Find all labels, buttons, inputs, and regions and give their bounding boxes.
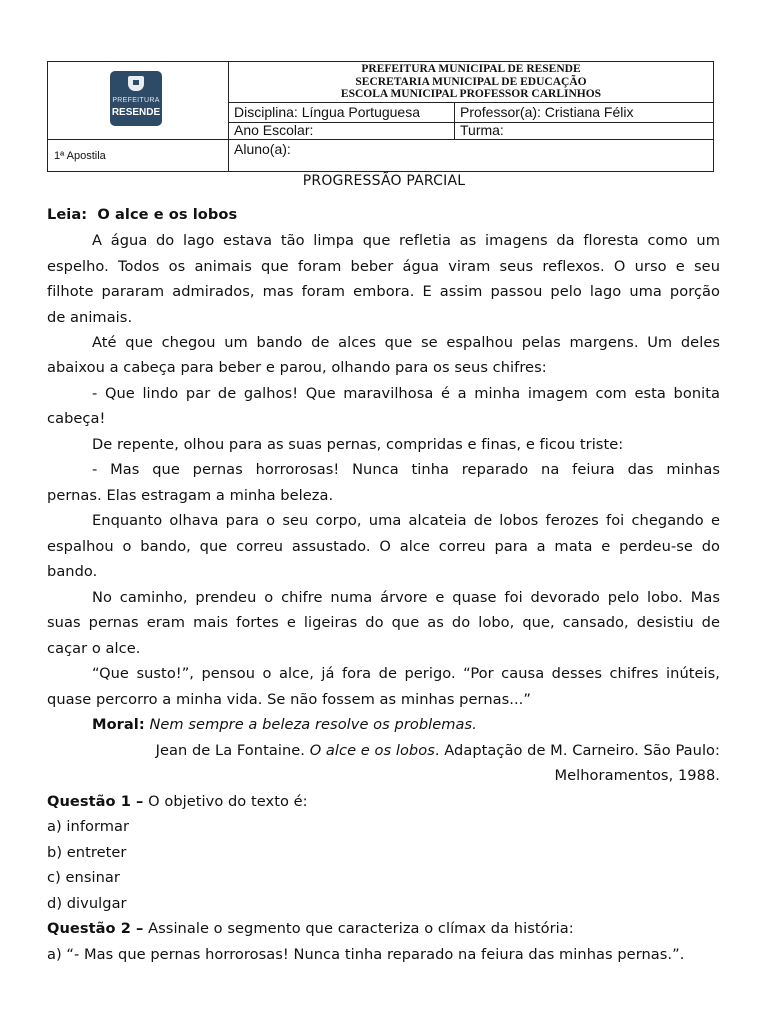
question-1-label: Questão 1 –: [47, 793, 144, 810]
logo-line-1: PREFEITURA: [112, 97, 160, 104]
question-2-prompt: Assinale o segmento que caracteriza o clímax da história:: [148, 920, 574, 937]
crest-icon: [128, 76, 144, 91]
story-line: espelho. Todos os animais que foram beber água viram seus reflexos. O urso e seu: [47, 258, 720, 275]
school-line-2: SECRETARIA MUNICIPAL DE EDUCAÇÃO: [355, 75, 587, 88]
story-title: O alce e os lobos: [97, 206, 238, 223]
citation-rest: . Adaptação de M. Carneiro. São Paulo:: [434, 742, 720, 759]
story-line: No caminho, prendeu o chifre numa árvore e quase foi devorado pelo lobo. Mas: [92, 589, 720, 606]
header-row-ano: [229, 122, 713, 139]
question-1-option-a[interactable]: a) informar: [47, 818, 130, 835]
header-table: [47, 61, 714, 172]
moral-text: Nem sempre a beleza resolve os problemas.: [149, 716, 477, 733]
question-2: [47, 920, 720, 938]
header-row-aluno: [229, 139, 713, 171]
disciplina-field: Disciplina: Língua Portuguesa: [229, 103, 455, 122]
question-2-option-a[interactable]: a) “- Mas que pernas horrorosas! Nunca tinha reparado na feiura das minhas pernas.”.: [47, 946, 685, 963]
ano-escolar-field[interactable]: Ano Escolar:: [229, 123, 455, 139]
question-1-option-d[interactable]: d) divulgar: [47, 895, 127, 912]
story-line: Até que chegou um bando de alces que se espalhou pelas margens. Um deles: [92, 334, 720, 351]
story-line: bando.: [47, 563, 98, 580]
story-line: caçar o alce.: [47, 640, 141, 657]
story-line: cabeça!: [47, 410, 106, 427]
story-line: - Mas que pernas horrorosas! Nunca tinha reparado na feiura das minhas: [92, 461, 720, 478]
story-line: A água do lago estava tão limpa que refletia as imagens da floresta como um: [92, 232, 720, 249]
school-line-3: ESCOLA MUNICIPAL PROFESSOR CARLINHOS: [340, 88, 602, 100]
citation-author: Jean de La Fontaine.: [155, 742, 305, 759]
story-line: filhote pararam admirados, mas foram embora. E assim passou pelo lago uma porção: [47, 283, 720, 300]
logo-cell: [48, 62, 229, 139]
story-line: De repente, olhou para as suas pernas, compridas e finas, e ficou triste:: [92, 436, 624, 453]
logo-line-2: RESENDE: [111, 107, 161, 118]
professor-field: Professor(a): Cristiana Félix: [460, 104, 634, 120]
aluno-field[interactable]: Aluno(a):: [234, 141, 291, 157]
story-line: espalhou o bando, que correu assustado. O alce correu para a mata e perdeu-se do: [47, 538, 720, 555]
story-line: pernas. Elas estragam a minha beleza.: [47, 487, 334, 504]
question-1: [47, 793, 720, 811]
question-2-label: Questão 2 –: [47, 920, 144, 937]
moral-line: [47, 716, 720, 734]
story-line: de animais.: [47, 309, 133, 326]
prefeitura-logo: [110, 71, 162, 126]
school-heading: [229, 62, 713, 102]
header-row-disciplina: [229, 102, 713, 122]
question-1-option-b[interactable]: b) entreter: [47, 844, 127, 861]
story-line: quase percorro a minha vida. Se não fossem as minhas pernas...”: [47, 691, 531, 708]
citation-title: O alce e os lobos: [309, 742, 435, 759]
question-1-prompt: O objetivo do texto é:: [148, 793, 308, 810]
reading-heading: [47, 206, 720, 224]
apostila-label: 1ª Apostila: [48, 139, 229, 171]
reading-label: Leia:: [47, 206, 88, 223]
school-line-1: PREFEITURA MUNICIPAL DE RESENDE: [361, 63, 581, 75]
question-1-option-c[interactable]: c) ensinar: [47, 869, 120, 886]
story-line: abaixou a cabeça para beber e parou, olhando para os seus chifres:: [47, 359, 547, 376]
story-line: - Que lindo par de galhos! Que maravilhosa é a minha imagem com esta bonita: [92, 385, 720, 402]
story-line: suas pernas eram mais fortes e ligeiras do que as do lobo, que, cansado, desistiu de: [47, 614, 720, 631]
story-line: “Que susto!”, pensou o alce, já fora de perigo. “Por causa desses chifres inúteis,: [92, 665, 720, 682]
story-line: Enquanto olhava para o seu corpo, uma alcateia de lobos ferozes foi chegando e: [92, 512, 720, 529]
citation-line-1: [47, 742, 720, 760]
page-title: PROGRESSÃO PARCIAL: [302, 173, 466, 189]
moral-label: Moral:: [92, 716, 145, 733]
citation-line-2: Melhoramentos, 1988.: [554, 767, 720, 784]
turma-field[interactable]: Turma:: [460, 122, 504, 138]
